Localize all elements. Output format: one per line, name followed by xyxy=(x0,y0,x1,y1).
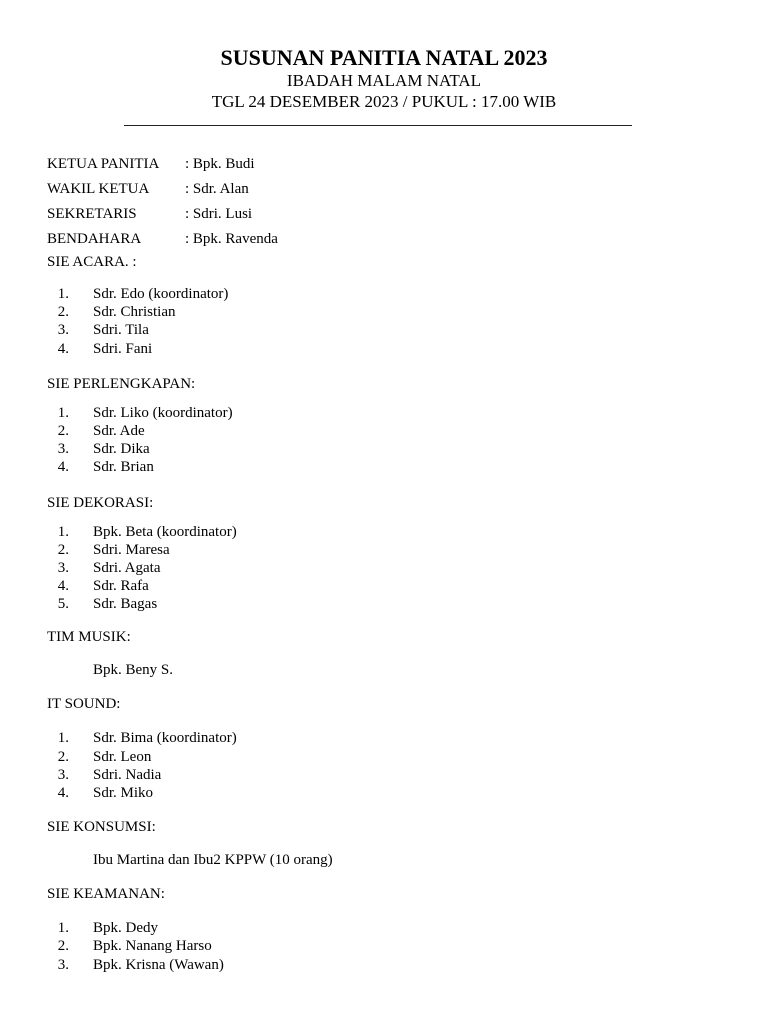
list-number: 4. xyxy=(57,785,69,801)
officer-row xyxy=(47,230,333,251)
list-item xyxy=(47,766,333,784)
list-keamanan xyxy=(47,919,333,974)
member-name: Sdri. Maresa xyxy=(93,541,170,558)
member-name: Sdr. Ade xyxy=(93,422,145,439)
list-item xyxy=(47,541,333,559)
section-heading-keamanan: SIE KEAMANAN: xyxy=(47,886,165,903)
list-number: 1. xyxy=(57,920,69,937)
section-heading-acara: SIE ACARA. : xyxy=(47,254,137,270)
list-number: 1. xyxy=(57,523,69,540)
list-number: 1. xyxy=(57,404,69,421)
member-name: Bpk. Nanang Harso xyxy=(93,938,212,955)
list-number: 2. xyxy=(57,422,69,439)
section-heading-konsumsi: SIE KONSUMSI: xyxy=(47,819,156,836)
list-item xyxy=(47,404,333,422)
list-item xyxy=(47,422,333,440)
list-item xyxy=(47,956,333,974)
member-name: Sdr. Bima (koordinator) xyxy=(93,730,237,747)
officer-row xyxy=(47,205,333,230)
member-name: Bpk. Krisna (Wawan) xyxy=(93,956,224,973)
section-heading-perlengkapan: SIE PERLENGKAPAN: xyxy=(47,375,196,392)
list-item xyxy=(47,458,333,476)
officer-value: : Bpk. Budi xyxy=(185,156,255,172)
officer-label: BENDAHARA xyxy=(47,231,142,247)
list-number: 4. xyxy=(57,578,69,595)
member-name: Sdri. Agata xyxy=(93,559,161,576)
officer-label: WAKIL KETUA xyxy=(47,181,150,197)
list-item xyxy=(47,595,333,613)
list-item xyxy=(47,340,333,358)
member-name: Sdr. Christian xyxy=(93,304,176,321)
officer-value: : Sdr. Alan xyxy=(185,181,249,197)
header-divider xyxy=(124,125,632,126)
list-item xyxy=(47,577,333,595)
list-perlengkapan xyxy=(47,404,333,477)
committee-content xyxy=(47,155,333,974)
member-name: Bpk. Beta (koordinator) xyxy=(93,523,237,540)
member-name: Sdri. Fani xyxy=(93,340,153,357)
list-number: 4. xyxy=(57,459,69,476)
list-item xyxy=(47,919,333,937)
officer-label: KETUA PANITIA xyxy=(47,156,160,172)
list-number: 1. xyxy=(57,286,69,302)
list-number: 2. xyxy=(57,938,69,955)
list-number: 3. xyxy=(57,766,69,783)
musik-member: Bpk. Beny S. xyxy=(93,662,174,679)
list-number: 5. xyxy=(57,596,69,613)
officer-value: : Sdri. Lusi xyxy=(185,206,253,222)
member-name: Sdr. Bagas xyxy=(93,596,158,613)
document-subtitle: IBADAH MALAM NATAL xyxy=(286,71,482,90)
section-heading-dekorasi: SIE DEKORASI: xyxy=(47,494,154,511)
list-item xyxy=(47,748,333,766)
list-number: 3. xyxy=(57,441,69,458)
list-number: 2. xyxy=(57,541,69,558)
list-item xyxy=(47,303,333,321)
list-item xyxy=(47,440,333,458)
list-item xyxy=(47,285,333,303)
list-item xyxy=(47,523,333,541)
member-name: Sdr. Rafa xyxy=(93,578,149,595)
list-number: 3. xyxy=(57,559,69,576)
list-item xyxy=(47,784,333,802)
list-item xyxy=(47,937,333,955)
section-heading-musik: TIM MUSIK: xyxy=(47,629,131,646)
list-number: 1. xyxy=(57,730,69,747)
member-name: Sdri. Nadia xyxy=(93,766,162,783)
document-date-line: TGL 24 DESEMBER 2023 / PUKUL : 17.00 WIB xyxy=(211,92,557,111)
list-number: 2. xyxy=(57,748,69,765)
member-name: Sdr. Leon xyxy=(93,748,152,765)
list-acara xyxy=(47,285,333,358)
list-item xyxy=(47,559,333,577)
list-item xyxy=(47,729,333,747)
member-name: Sdr. Edo (koordinator) xyxy=(93,286,229,302)
member-name: Sdr. Miko xyxy=(93,785,154,801)
member-name: Sdr. Brian xyxy=(93,459,154,476)
list-sound xyxy=(47,729,333,802)
list-dekorasi xyxy=(47,523,333,614)
section-heading-sound: IT SOUND: xyxy=(47,696,121,713)
member-name: Bpk. Dedy xyxy=(93,920,158,937)
list-number: 3. xyxy=(57,322,69,339)
list-item xyxy=(47,321,333,339)
member-name: Sdri. Tila xyxy=(93,322,149,339)
officer-label: SEKRETARIS xyxy=(47,206,137,222)
list-number: 4. xyxy=(57,340,69,357)
officer-value: : Bpk. Ravenda xyxy=(185,231,278,247)
konsumsi-member: Ibu Martina dan Ibu2 KPPW (10 orang) xyxy=(93,852,333,869)
member-name: Sdr. Dika xyxy=(93,441,150,458)
list-number: 3. xyxy=(57,956,69,973)
officer-row xyxy=(47,155,333,180)
document-title: SUSUNAN PANITIA NATAL 2023 xyxy=(220,45,548,70)
list-number: 2. xyxy=(57,304,69,321)
officer-row xyxy=(47,180,333,205)
member-name: Sdr. Liko (koordinator) xyxy=(93,404,233,421)
